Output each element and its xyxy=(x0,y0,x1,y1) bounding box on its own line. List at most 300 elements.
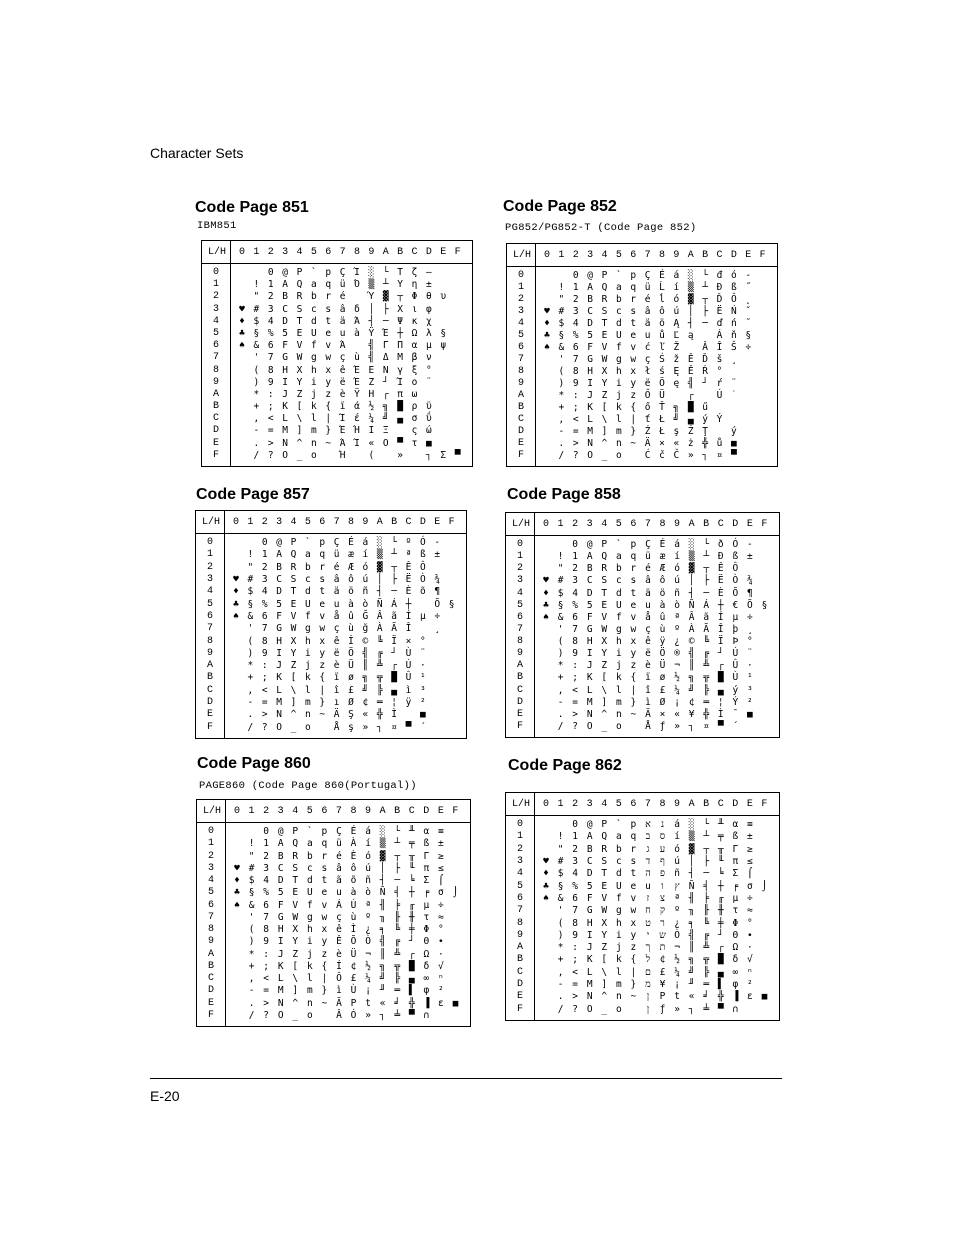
glyph-cell: ď xyxy=(716,318,723,329)
glyph-cell: k xyxy=(306,960,313,972)
glyph-cell: Ì xyxy=(350,924,357,935)
glyph-cell: F xyxy=(586,611,593,623)
glyph-cell: ¨ xyxy=(420,647,426,659)
glyph-cell: _ xyxy=(601,450,608,461)
glyph-cell: N xyxy=(277,997,284,1009)
glyph-cell: T xyxy=(601,318,608,329)
glyph-cell: ´ xyxy=(420,721,426,733)
row-header: 7 xyxy=(517,354,524,365)
glyph-cell: κ xyxy=(411,315,418,327)
column-header: B xyxy=(703,519,710,530)
glyph-cell: ╗ xyxy=(382,401,389,413)
column-header: A xyxy=(688,799,695,810)
glyph-cell: ק xyxy=(659,905,666,917)
glyph-cell: @ xyxy=(277,826,284,837)
row-header: 3 xyxy=(516,855,523,867)
glyph-cell: § xyxy=(248,887,255,899)
glyph-cell: ♦ xyxy=(543,587,549,599)
glyph-cell: h xyxy=(616,366,622,377)
glyph-cell: Ε xyxy=(368,364,375,376)
glyph-cell: ş xyxy=(348,721,354,733)
glyph-cell: ¨ xyxy=(747,648,753,660)
glyph-cell: y xyxy=(321,936,328,948)
glyph-cell: ╬ xyxy=(376,709,383,721)
glyph-cell: ♦ xyxy=(544,318,550,329)
glyph-cell: Q xyxy=(601,551,608,563)
glyph-cell: ן xyxy=(646,991,650,1003)
glyph-cell: ð xyxy=(717,539,724,550)
glyph-cell: a xyxy=(311,279,317,291)
glyph-cell: m xyxy=(306,985,313,997)
glyph-cell: t xyxy=(630,318,637,329)
glyph-cell: ! xyxy=(248,838,255,850)
glyph-cell xyxy=(540,918,552,930)
column-header: 8 xyxy=(353,247,360,258)
glyph-cell: e xyxy=(630,330,637,341)
column-header: F xyxy=(761,519,768,530)
glyph-cell: A xyxy=(276,549,282,561)
glyph-cell xyxy=(318,1010,330,1022)
character-grid xyxy=(231,264,472,466)
glyph-cell: M xyxy=(586,979,593,991)
glyph-cell: * xyxy=(557,660,564,672)
glyph-cell: n xyxy=(615,708,622,720)
glyph-cell: A xyxy=(277,838,284,850)
glyph-cell: σ xyxy=(747,880,753,892)
glyph-cell: א xyxy=(645,819,651,830)
glyph-cell: פ xyxy=(660,868,665,880)
glyph-cell xyxy=(231,851,243,863)
glyph-cell: Ø xyxy=(659,696,666,708)
column-header: 6 xyxy=(630,250,637,261)
glyph-cell: Ό xyxy=(354,279,360,291)
glyph-cell: ♠ xyxy=(233,610,239,622)
glyph-cell: ß xyxy=(731,282,737,293)
glyph-cell: = xyxy=(263,985,269,997)
glyph-cell: @ xyxy=(586,819,593,830)
glyph-cell: 5 xyxy=(586,880,593,892)
glyph-cell xyxy=(403,709,415,721)
glyph-cell: É xyxy=(348,537,354,548)
glyph-cell: ╛ xyxy=(703,991,710,1003)
glyph-cell: h xyxy=(615,917,622,929)
glyph-cell: * xyxy=(247,660,254,672)
glyph-cell: æ xyxy=(348,549,354,561)
glyph-cell: ▄ xyxy=(717,684,724,696)
code-page-title: Code Page 858 xyxy=(507,486,621,503)
glyph-cell xyxy=(351,340,363,352)
glyph-cell: ů xyxy=(716,438,723,449)
glyph-cell: ▌ xyxy=(408,985,415,997)
glyph-cell: ± xyxy=(426,279,432,291)
glyph-cell: ╬ xyxy=(702,438,708,449)
glyph-cell: · xyxy=(438,948,444,960)
glyph-cell: ³ xyxy=(420,684,426,696)
glyph-cell: 4 xyxy=(572,318,579,329)
column-header: 8 xyxy=(350,806,357,817)
glyph-cell xyxy=(236,267,248,279)
glyph-cell xyxy=(541,366,553,378)
glyph-cell xyxy=(236,401,248,413)
glyph-cell: & xyxy=(247,610,254,622)
glyph-cell: 5 xyxy=(277,887,284,899)
glyph-cell: ╚ xyxy=(376,635,383,647)
glyph-cell: 9 xyxy=(572,378,579,389)
glyph-cell: W xyxy=(601,905,608,917)
glyph-cell: ┼ xyxy=(397,327,403,339)
glyph-cell: ŕ xyxy=(716,378,723,389)
glyph-cell: P xyxy=(292,826,299,837)
column-header: 0 xyxy=(543,250,550,261)
glyph-cell: ∞ xyxy=(423,973,430,984)
glyph-cell: N xyxy=(282,437,288,449)
glyph-cell: ♠ xyxy=(543,892,549,904)
glyph-cell xyxy=(540,979,552,991)
footer-divider xyxy=(150,1078,782,1079)
column-header: D xyxy=(425,247,432,258)
glyph-cell: ╣ xyxy=(688,929,695,941)
glyph-cell: Ù xyxy=(405,647,412,659)
glyph-cell: Á xyxy=(391,598,397,610)
glyph-cell: λ xyxy=(426,327,432,339)
glyph-cell: F xyxy=(276,610,282,622)
glyph-cell: ± xyxy=(434,549,441,561)
glyph-cell: % xyxy=(263,887,269,899)
glyph-cell: ▓ xyxy=(382,291,389,303)
glyph-cell: a xyxy=(615,551,622,563)
glyph-cell: ä xyxy=(645,587,651,599)
glyph-cell: N xyxy=(586,991,593,1003)
glyph-cell: h xyxy=(615,636,622,647)
glyph-cell: ▀ xyxy=(405,721,412,733)
glyph-cell: > xyxy=(572,438,579,449)
glyph-cell: Ť xyxy=(659,402,665,413)
row-header: 5 xyxy=(212,327,219,339)
glyph-cell: i xyxy=(615,929,622,941)
glyph-cell: w xyxy=(325,352,332,364)
glyph-cell: $ xyxy=(253,315,260,327)
glyph-cell: ë xyxy=(644,378,651,389)
row-header: 9 xyxy=(516,929,523,941)
glyph-cell: Ί xyxy=(339,413,346,425)
glyph-cell: , xyxy=(247,684,254,696)
column-header: 8 xyxy=(347,517,354,528)
glyph-cell: ° xyxy=(426,364,432,376)
glyph-cell: ¤ xyxy=(703,720,710,732)
glyph-cell: - xyxy=(558,426,565,437)
glyph-cell: ╠ xyxy=(703,684,710,696)
column-header: B xyxy=(702,250,709,261)
glyph-cell: ┐ xyxy=(688,720,695,732)
glyph-cell: < xyxy=(263,973,269,984)
glyph-cell: ▀ xyxy=(397,437,403,449)
glyph-cell: § xyxy=(448,598,455,610)
glyph-cell: φ xyxy=(423,985,430,997)
row-header: D xyxy=(516,696,523,708)
glyph-cell: % xyxy=(261,598,268,610)
row-header: 7 xyxy=(206,623,213,635)
glyph-cell: Ò xyxy=(365,936,371,948)
glyph-cell: ג xyxy=(646,843,650,855)
glyph-cell: 7 xyxy=(263,911,269,923)
character-table xyxy=(196,799,471,1027)
row-header: 1 xyxy=(206,549,213,561)
glyph-cell: $ xyxy=(557,587,564,599)
glyph-cell: G xyxy=(586,623,593,635)
column-header: 1 xyxy=(557,799,564,810)
glyph-cell: º xyxy=(365,911,371,923)
row-header: 8 xyxy=(206,635,213,647)
glyph-cell: Í xyxy=(405,610,412,622)
glyph-cell: Ú xyxy=(732,648,739,660)
glyph-cell: █ xyxy=(717,954,724,966)
glyph-cell: ! xyxy=(558,282,565,293)
glyph-cell: è xyxy=(339,388,346,400)
glyph-cell: ß xyxy=(732,551,739,563)
glyph-cell: Ñ xyxy=(688,880,695,892)
glyph-cell: Φ xyxy=(411,291,418,303)
column-header: 5 xyxy=(306,806,313,817)
glyph-cell: ½ xyxy=(368,401,375,413)
code-page-subtitle: PG852/PG852-T (Code Page 852) xyxy=(505,222,697,234)
glyph-cell: ¢ xyxy=(350,960,357,972)
column-header: 0 xyxy=(233,806,240,817)
glyph-cell: ╚ xyxy=(703,636,710,647)
glyph-cell: Ï xyxy=(717,636,724,647)
glyph-cell: ¬ xyxy=(674,942,680,954)
glyph-cell: 7 xyxy=(572,623,578,635)
glyph-cell: ┌ xyxy=(408,948,415,960)
glyph-cell: t xyxy=(365,997,371,1009)
glyph-cell: . xyxy=(248,997,255,1009)
glyph-cell xyxy=(231,998,243,1010)
glyph-cell: c xyxy=(311,303,317,315)
glyph-cell xyxy=(627,721,639,733)
glyph-cell: ΰ xyxy=(426,413,432,425)
glyph-cell: ▌ xyxy=(717,979,724,991)
column-header: 7 xyxy=(644,519,651,530)
glyph-cell: Ù xyxy=(732,672,739,684)
glyph-cell xyxy=(541,390,553,402)
glyph-cell: ▀ xyxy=(717,1003,724,1015)
glyph-cell: Ô xyxy=(731,294,737,305)
glyph-cell: o xyxy=(615,1003,622,1015)
glyph-cell: £ xyxy=(348,684,354,696)
glyph-cell: E xyxy=(296,327,303,339)
glyph-cell: σ xyxy=(411,413,418,425)
row-header: F xyxy=(517,450,524,461)
glyph-cell: ^ xyxy=(601,991,608,1003)
glyph-cell: B xyxy=(586,563,593,575)
glyph-cell: j xyxy=(615,660,622,672)
glyph-cell: _ xyxy=(601,720,608,732)
glyph-cell: L xyxy=(587,414,593,425)
code-page-subtitle: IBM851 xyxy=(197,220,237,232)
glyph-cell: | xyxy=(319,684,326,696)
glyph-cell: F xyxy=(282,340,288,352)
glyph-cell: t xyxy=(319,586,326,598)
glyph-cell: č xyxy=(659,450,665,461)
glyph-cell: ╣ xyxy=(368,340,375,352)
glyph-cell: b xyxy=(616,294,622,305)
glyph-cell: ♣ xyxy=(544,330,550,341)
glyph-cell: π xyxy=(423,862,430,874)
glyph-cell xyxy=(540,660,552,672)
row-header: B xyxy=(516,954,523,966)
glyph-cell: Ľ xyxy=(673,330,680,341)
glyph-cell: k xyxy=(305,672,311,684)
column-header: 0 xyxy=(232,517,239,528)
glyph-cell: À xyxy=(688,623,695,635)
glyph-cell: ` xyxy=(305,537,311,548)
glyph-cell: ▀ xyxy=(454,449,461,461)
glyph-cell xyxy=(540,819,552,831)
glyph-cell: Ü xyxy=(350,948,357,960)
glyph-cell: ' xyxy=(248,911,255,923)
glyph-cell: © xyxy=(688,636,695,647)
glyph-cell: ¸ xyxy=(434,623,441,635)
glyph-cell: Ú xyxy=(716,390,723,401)
glyph-cell: Ò xyxy=(420,573,426,585)
glyph-cell: $ xyxy=(247,586,254,598)
glyph-cell: ¡ xyxy=(674,696,680,708)
glyph-cell: Ã xyxy=(703,623,710,635)
glyph-cell: ┴ xyxy=(703,831,710,843)
glyph-cell: B xyxy=(282,291,288,303)
glyph-cell: ¦ xyxy=(391,697,397,709)
glyph-cell: ╩ xyxy=(703,942,710,954)
glyph-cell: ♣ xyxy=(543,599,549,611)
row-header: 2 xyxy=(206,561,213,573)
glyph-cell: ╤ xyxy=(408,838,415,850)
glyph-cell: × xyxy=(659,708,666,720)
column-header: 0 xyxy=(542,799,549,810)
glyph-cell xyxy=(231,985,243,997)
glyph-cell: V xyxy=(296,340,303,352)
glyph-cell: I xyxy=(586,648,593,660)
glyph-cell: ) xyxy=(557,648,564,660)
glyph-cell: E xyxy=(290,598,297,610)
glyph-cell: ╨ xyxy=(717,819,724,830)
glyph-cell: ♠ xyxy=(234,899,240,911)
glyph-cell: M xyxy=(277,985,284,997)
column-header: 1 xyxy=(557,519,564,530)
row-header: A xyxy=(517,390,524,401)
row-header: B xyxy=(212,401,219,413)
glyph-cell: " xyxy=(557,563,564,575)
glyph-cell: $ xyxy=(558,318,565,329)
glyph-cell: ň xyxy=(731,330,737,341)
glyph-cell: ─ xyxy=(703,868,710,880)
glyph-cell: & xyxy=(557,892,564,904)
glyph-cell: 5 xyxy=(586,599,593,611)
glyph-cell: 2 xyxy=(572,294,579,305)
glyph-cell: ╧ xyxy=(394,1009,401,1021)
glyph-cell: / xyxy=(253,449,260,461)
row-header: E xyxy=(207,997,214,1009)
glyph-cell: ┘ xyxy=(408,936,415,948)
glyph-cell: « xyxy=(688,991,695,1003)
glyph-cell: Y xyxy=(290,647,297,659)
glyph-cell: ϋ xyxy=(426,401,432,413)
glyph-cell: i xyxy=(311,376,317,388)
glyph-cell: Ψ xyxy=(397,315,403,327)
glyph-cell: Ú xyxy=(405,660,412,672)
glyph-cell: ž xyxy=(673,354,680,365)
glyph-cell: ו xyxy=(661,880,664,892)
glyph-cell: ┼ xyxy=(405,598,412,610)
column-header: 6 xyxy=(325,247,332,258)
glyph-cell xyxy=(437,352,449,364)
glyph-cell: u xyxy=(644,330,651,341)
glyph-cell xyxy=(541,402,553,414)
glyph-cell: ~ xyxy=(630,991,637,1003)
glyph-cell: - xyxy=(434,537,441,548)
glyph-cell: ° xyxy=(747,917,753,929)
glyph-cell: Y xyxy=(601,929,608,941)
glyph-cell: % xyxy=(572,599,578,611)
glyph-cell xyxy=(540,954,552,966)
code-page-subtitle: PAGE860 (Code Page 860(Portugal)) xyxy=(199,780,417,792)
glyph-cell: α xyxy=(423,826,430,837)
glyph-cell: 7 xyxy=(261,623,268,635)
glyph-cell: á xyxy=(674,539,680,550)
glyph-cell: Ã xyxy=(336,997,342,1009)
glyph-cell: x xyxy=(630,917,637,929)
glyph-cell: § xyxy=(558,330,565,341)
glyph-cell: ε xyxy=(747,991,753,1003)
glyph-cell: ╕ xyxy=(688,917,695,929)
glyph-cell: ½ xyxy=(674,672,680,684)
glyph-cell: I xyxy=(277,936,284,948)
glyph-cell: ╖ xyxy=(379,911,386,923)
glyph-cell: O xyxy=(587,450,593,461)
glyph-cell: U xyxy=(615,880,622,892)
glyph-cell: ã xyxy=(336,875,342,886)
glyph-cell: ╪ xyxy=(408,924,415,935)
glyph-cell: ç xyxy=(644,354,651,365)
glyph-cell: ├ xyxy=(394,862,401,874)
glyph-cell: Q xyxy=(601,831,608,843)
glyph-cell: ▒ xyxy=(379,838,386,850)
glyph-cell: ' xyxy=(253,352,260,364)
glyph-cell: Ô xyxy=(336,973,342,984)
row-header: B xyxy=(207,960,214,972)
glyph-cell: Έ xyxy=(354,364,360,376)
glyph-cell: ß xyxy=(423,838,430,850)
glyph-cell: " xyxy=(247,561,254,573)
glyph-cell: c xyxy=(305,573,311,585)
glyph-cell: ≥ xyxy=(438,850,444,862)
glyph-cell: · xyxy=(747,660,753,672)
glyph-cell xyxy=(231,1010,243,1022)
glyph-cell: ♠ xyxy=(544,342,550,353)
glyph-cell: ├ xyxy=(382,303,389,315)
column-header: 9 xyxy=(368,247,375,258)
glyph-cell: P xyxy=(290,537,297,548)
row-header: 2 xyxy=(516,843,523,855)
glyph-cell: ( xyxy=(557,917,564,929)
glyph-cell xyxy=(351,450,363,462)
glyph-cell xyxy=(236,450,248,462)
glyph-cell: ¨ xyxy=(731,378,737,389)
column-header: 7 xyxy=(644,250,651,261)
glyph-cell xyxy=(540,624,552,636)
glyph-cell xyxy=(744,721,756,733)
column-header: 0 xyxy=(542,519,549,530)
character-grid xyxy=(226,823,470,1026)
glyph-cell: # xyxy=(253,303,260,315)
